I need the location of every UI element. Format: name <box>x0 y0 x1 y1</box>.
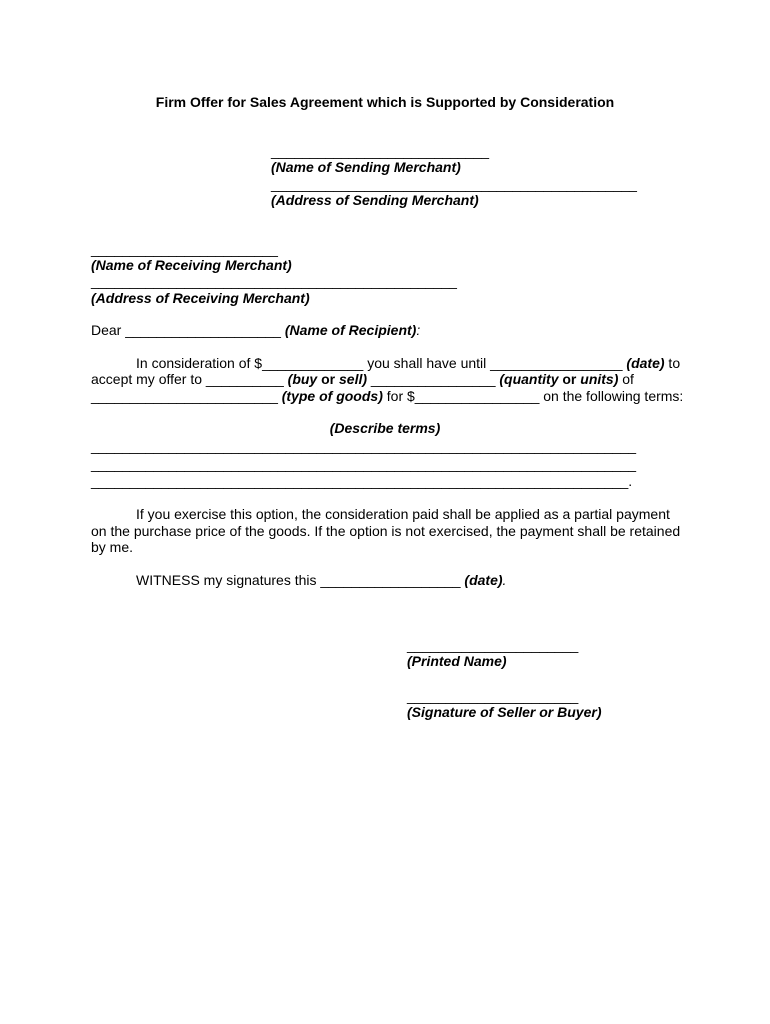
exercise-line-2: on the purchase price of the goods. If the option is not exercised, the payment shall be retained <box>91 523 681 539</box>
consideration-line-3 <box>91 388 683 405</box>
salutation-text[interactable]: Dear ____________________ <box>91 322 285 338</box>
printed-name-label: (Printed Name) <box>407 653 507 669</box>
sender-name-label: (Name of Sending Merchant) <box>271 159 461 175</box>
printed-name-blank[interactable]: ______________________ <box>407 637 579 653</box>
sell-label: sell) <box>335 371 368 387</box>
quantity-label: (quantity <box>499 371 563 387</box>
units-label: units) <box>576 371 619 387</box>
terms-line-1[interactable]: ______________________________________________________________________ <box>91 438 637 454</box>
terms-line-3[interactable]: _____________________________________________________________________. <box>91 473 633 489</box>
terms-line-2[interactable]: ______________________________________________________________________ <box>91 456 637 472</box>
sender-address-blank[interactable]: _______________________________________________ <box>271 176 637 192</box>
goods-label: (type of goods) <box>281 388 383 404</box>
or-label-2: or <box>562 371 577 387</box>
salutation <box>91 322 420 339</box>
goods-blank[interactable]: ________________________ <box>91 388 282 404</box>
witness-date-label: (date) <box>464 572 503 588</box>
describe-terms-label: (Describe terms) <box>329 420 441 436</box>
consideration-to: to <box>664 355 681 371</box>
consideration-text-1[interactable]: In consideration of $_____________ you shall have until _________________ <box>136 355 627 371</box>
exercise-line-1: If you exercise this option, the consideration paid shall be applied as a partial payment <box>136 506 670 522</box>
exercise-line-3: by me. <box>91 539 134 555</box>
witness-text[interactable]: WITNESS my signatures this __________________ <box>136 572 465 588</box>
consideration-text-2[interactable]: accept my offer to __________ <box>91 371 288 387</box>
or-label-1: or <box>321 371 336 387</box>
consideration-line-1 <box>136 355 680 372</box>
buy-label: (buy <box>287 371 322 387</box>
price-terms-text[interactable]: for $________________ on the following terms: <box>382 388 684 404</box>
quantity-blank[interactable]: ________________ <box>367 371 500 387</box>
receiver-address-label: (Address of Receiving Merchant) <box>91 290 310 306</box>
witness-line <box>136 572 506 589</box>
signature-blank[interactable]: ______________________ <box>407 688 579 704</box>
witness-period: . <box>502 572 507 588</box>
sender-address-label: (Address of Sending Merchant) <box>271 192 479 208</box>
recipient-label: (Name of Recipient) <box>284 322 417 338</box>
document-title: Firm Offer for Sales Agreement which is Supported by Consideration <box>155 94 615 110</box>
consideration-of: of <box>618 371 634 387</box>
signature-label: (Signature of Seller or Buyer) <box>407 704 602 720</box>
receiver-address-blank[interactable]: _______________________________________________ <box>91 273 457 289</box>
consideration-line-2 <box>91 371 634 388</box>
receiver-name-blank[interactable]: ________________________ <box>91 241 278 257</box>
sender-name-blank[interactable]: ____________________________ <box>271 143 490 159</box>
receiver-name-label: (Name of Receiving Merchant) <box>91 257 292 273</box>
date-label: (date) <box>626 355 665 371</box>
salutation-colon: : <box>416 322 421 338</box>
